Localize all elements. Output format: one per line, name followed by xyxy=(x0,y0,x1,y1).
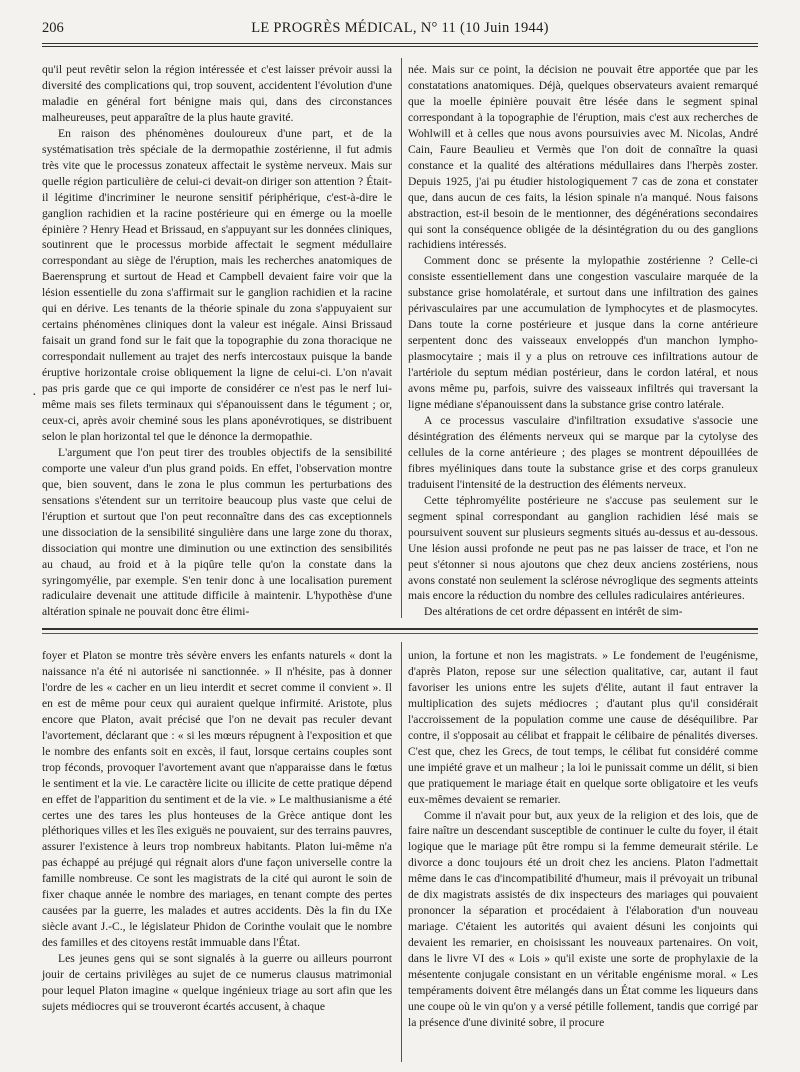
section-separator-thin xyxy=(42,633,758,634)
paragraph: Comme il n'avait pour but, aux yeux de la religion et des lois, que de faire naître un descendant susceptible de continuer le culte du foyer, il était logique que le mariage pût être rompu si la femme demeurait stérile. Le divorce a donc toujours été un droit chez les anciens. Platon l'admettait même dans le cas d'incompatibilité d'humeur, mais il prévoyait un tribunal de dix magistrats assistés de dix inspecteurs des mariages qui pouvaient prononcer la séparation et procédaient à l'élaboration d'un nouveau mariage. C'étaient les autorités qui avaient désuni les conjoints qui devaient les remarier, en choisissant les nouveaux partenaires. On voit, dans le livre VI des « Lois » qu'il existe une sorte de prophylaxie de la mésentente conjugale consistant en un véritable engénisme moral. « Les tempéraments doivent être mélangés dans un État comme les liqueurs dans une coupe où le vin qu'on y a versé pétille follement, tandis que corrigé par la présence d'une divinité sobre, il procure xyxy=(408,808,758,1029)
paragraph: qu'il peut revêtir selon la région intéressée et c'est laisser prévoir aussi la diversité des complications qui, trop souvent, accidentent l'évolution d'une maladie en général fort bénigne mais qui, dans des circonstances malheureuses, peut apparaître de la plus haute gravité. xyxy=(42,63,392,124)
column-divider xyxy=(401,58,402,618)
bottom-right-column xyxy=(408,648,758,1031)
column-divider xyxy=(401,642,402,1062)
paragraph: Cette téphromyélite postérieure ne s'accuse pas seulement sur le segment spinal correspondant au ganglion rachidien lésé mais se poursuivent souvent sur plusieurs segments situés au-dessus et au-dessous. Une lésion aussi profonde ne peut pas ne pas laisser de trace, et l'on ne peut s'étonner si nous ajoutons que chez deux anciens zostériens, nous avons constaté non seulement la sclérose névroglique des segments atteints mais encore la réduction du nombre des cellules radiculaires antérieures. xyxy=(408,493,758,603)
journal-title: LE PROGRÈS MÉDICAL, N° 11 (10 Juin 1944) xyxy=(251,20,549,36)
bottom-left-column xyxy=(42,648,392,1015)
header-rule xyxy=(42,43,758,44)
paragraph: Des altérations de cet ordre dépassent en intérêt de sim- xyxy=(424,605,683,619)
paragraph: union, la fortune et non les magistrats. » Le fondement de l'eugénisme, d'après Platon, repose sur une sélection qualitative, car, autant il faut favoriser les unions entre les sujets d'élite, autant il faut entraver la multiplication des sujets médiocres ; d'autant plus qu'il considérait l'accroissement de la population comme une cause de déséquilibre. Par contre, il s'opposait au célibat et frappait le célibaire de pénalités diverses. C'est que, chez les Grecs, de tout temps, le célibat fut considéré comme une impiété grave et un malheur ; la loi le punissait comme un délit, si bien que pratiquement le mariage était en quelque sorte obligatoire et les veufs eux-mêmes devaient se remarier. xyxy=(408,649,758,806)
paragraph: En raison des phénomènes douloureux d'une part, et de la systématisation très spéciale de la dermopathie zostérienne, il fut admis très vite que le processus zonateux affectait le système nerveux. Mais sur quelle région particulière de celui-ci devait-on diriger son attention ? Était-il légitime d'incriminer le neurone sensitif périphérique, c'est-à-dire le ganglion rachidien et la racine postérieure qui en émerge ou la moelle épinière ? Henry Head et Brissaud, en s'appuyant sur les données cliniques, soutinrent que le processus morbide affectait le segment médullaire correspondant au siège de l'éruption, mais les recherches anatomiques de Baerensprung et surtout de Head et Campbell devaient faire voir que la lésion essentielle du zona s'affirmait sur le ganglion rachidien et la racine qui en dérive. Les tenants de la théorie spinale du zona s'appuyaient sur certains phénomènes cliniques dont la valeur est inégale. Ainsi Brissaud faisait un grand fond sur le fait que la topographie du zona thoracique ne correspondait nullement au trajet des nerfs intercostaux puisque la bande éruptive horizontale croise obliquement la ligne de celui-ci. L'on n'avait pas pris garde que ce qui importe de considérer ce n'est pas le nerf lui-même mais ses filets terminaux qui s'épanouissent dans le tégument ; or, ceux-ci, après avoir cheminé sous les plans aponévrotiques, se distribuent selon le plan horizontal tel que le dénonce la dermopathie. xyxy=(42,126,392,443)
paragraph: foyer et Platon se montre très sévère envers les enfants naturels « dont la naissance n'a été ni autorisée ni sanctionnée. » Il n'hésite, pas à donner l'ordre de les « cacher en un lieu interdit et secret comme il convient ». Il en est de même pour ceux qui auraient quelque infirmité. Aristote, plus encore que Platon, avait précisé que l'on ne devait pas reculer devant l'avortement, déclarant que : « si les mœurs répugnent à l'exposition et que le nombre des enfants soit en excès, il faut, lorsque certains couples sont trop féconds, provoquer l'avortement avant que n'apparaisse dans le fœtus le sentiment et la vie. Le caractère licite ou illicite de cette pratique dépend en effet de l'apparition du sentiment et de la vie. » Le malthusianisme a été certes une des tares les plus honteuses de la Grèce antique dont les pléthoriques villes et les îles exiguës ne pouvaient, sur des terrains pauvres, assurer l'existence à leurs trop nombreux habitants. Platon lui-même n'a pas échappé au préjugé qui régnait alors d'une façon universelle contre la famille nombreuse. Ce sont les magistrats de la cité qui auront le soin de fixer chaque année le nombre des mariages, en tenant compte des pertes causées par la guerre, les malades et autres accidents. Dès la fin du IXe siècle avant J.-C., le législateur Phidon de Corinthe voulait que le nombre des familles et des citoyens restât immuable dans l'État. xyxy=(42,649,392,950)
top-left-column xyxy=(42,62,392,620)
page-header xyxy=(42,20,758,40)
header-rule-double xyxy=(42,46,758,47)
paragraph: A ce processus vasculaire d'infiltration exsudative s'associe une désintégration des éléments nerveux qui se marque par la cytolyse des cellules de la corne antérieure ; des plages se montrent dépouillées de fibres myéliniques dans toute la substance grise et des corps granuleux traduisent l'intensité de la destruction des éléments nerveux. xyxy=(408,413,758,491)
page-number: 206 xyxy=(42,20,64,36)
margin-mark: · xyxy=(32,388,37,403)
section-separator xyxy=(42,628,758,630)
paragraph: L'argument que l'on peut tirer des troubles objectifs de la sensibilité comporte une valeur d'un plus grand poids. En effet, l'observation montre que, bien souvent, dans le zona le plus commun les perturbations des sensations s'étendent sur un territoire beaucoup plus vaste que celui de l'éruption et surtout que l'on peut reconnaître dans des cas exceptionnels une dissociation de la sensibilité singulière dans une large zone du thorax, dissociation qui montre une diminution ou une extinction des sensibilités au chaud, au froid et à la piqûre telle qu'on la constate dans la syringomyélie, par exemple. S'en tenir donc à une localisation purement radiculaire devenait une attitude difficile à maintenir. L'hypothèse d'une altération spinale ne pouvait donc être élimi- xyxy=(42,445,392,619)
top-right-column xyxy=(408,62,758,620)
paragraph: née. Mais sur ce point, la décision ne pouvait être apportée que par les constatations anatomiques. Déjà, quelques observateurs avaient remarqué que la moelle épinière pouvait être lésée dans le segment spinal correspondant à la topographie de l'éruption, mais c'est aux recherches de Wohlwill et à celles que nous avons poursuivies avec M. Nicolas, André Cain, Faure Beaulieu et Vermès que l'on doit de connaître la quasi constance et la qualité des altérations médullaires dans l'herpès zoster. Depuis 1925, j'ai pu étudier histologiquement 7 cas de zona et constater que, dans aucun de ces faits, la lésion spinale n'a manqué. Nous faisons abstraction, est-il besoin de le mentionner, des dégénérations secondaires qui sont la conséquence obligée de la désintégration du ou des ganglions rachidiens intéressés. xyxy=(408,63,758,252)
paragraph: Comment donc se présente la mylopathie zostérienne ? Celle-ci consiste essentiellement dans une congestion vasculaire marquée de la substance grise homolatérale, et surtout dans une infiltration des gaines périvasculaires par une accumulation de lymphocytes et de plasmocytes. Dans toute la corne postérieure et jusque dans la corne antérieure serpentent donc des vaisseaux enveloppés d'un manchon lympho-plasmocytaire ; mais il y a plus on retrouve ces infiltrations autour de l'artériole du septum médian postérieur, dans le cordon latéral, et nous avons même pu, parfois, suivre des vaisseaux infiltrés qui traversant la ligne médiane s'épanouissent dans la substance grise contro latérale. xyxy=(408,254,758,412)
paragraph: Les jeunes gens qui se sont signalés à la guerre ou ailleurs pourront jouir de certains privilèges au sujet de ce numerus clausus matrimonial pour lequel Platon imagine « quelque ingénieux triage au sort afin que les sujets médiocres qui se trouveront écartés accusent, à chaque xyxy=(42,952,392,1013)
